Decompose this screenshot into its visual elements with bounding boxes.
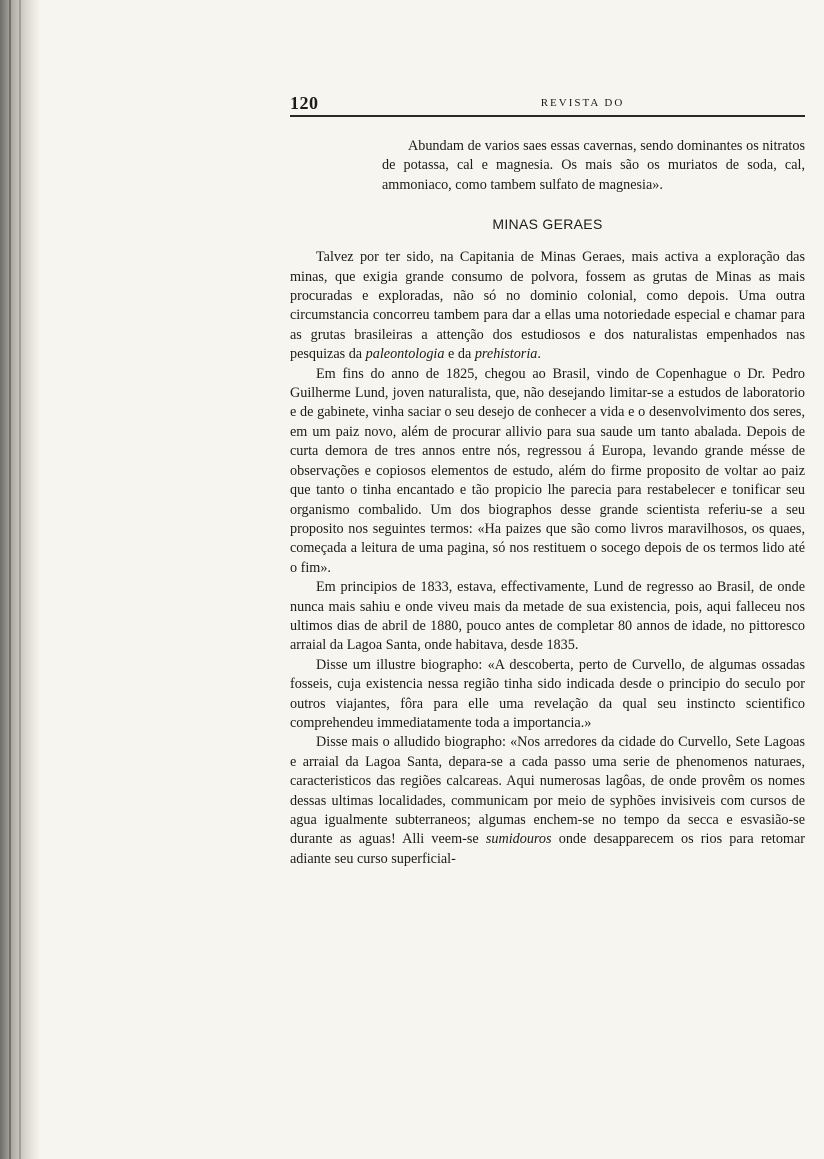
paragraph-text: .: [537, 346, 541, 363]
section-body: [290, 248, 805, 869]
italic-term: sumidouros: [485, 831, 552, 848]
edge-line: [19, 0, 21, 1159]
paragraph-text: Disse mais o alludido biographo: «Nos arredores da cidade do Curvello, Sete Lagoas e arraial da Lagoa Santa, depara-se a cada passo uma serie de phenomenos naturaes, caracteristicos das regiões calcareas. Aqui numerosas lagôas, de onde provêm os nomes dessas ultimas localidades, communicam por meio de syphões invisiveis com cursos de agua igualmente subterraneos; algumas enchem-se no tempo da secca e esvasião-se durante as aguas! Alli veem-se: [290, 734, 805, 848]
italic-term: prehistoria: [474, 346, 538, 363]
page-number: 120: [290, 93, 319, 113]
paragraph-text: e da: [444, 346, 475, 363]
paragraph-text: onde desapparecem os rios para retomar adiante seu curso superficial-: [290, 831, 805, 867]
running-head: REVISTA DO: [540, 97, 625, 109]
paragraph: [290, 733, 805, 869]
italic-term: paleontologia: [365, 346, 445, 363]
page: [290, 93, 805, 869]
paragraph: [290, 248, 805, 364]
edge-line: [9, 0, 11, 1159]
page-header: [290, 93, 805, 117]
section-title: MINAS GERAES: [492, 216, 603, 233]
intro-block: [290, 137, 805, 195]
intro-paragraph: Abundam de varios saes essas cavernas, sendo dominantes os nitratos de potassa, cal e magnesia. Os mais são os muriatos de soda, cal, ammoniaco, como tambem sulfato de magnesia».: [382, 138, 805, 193]
paragraph: Em principios de 1833, estava, effectivamente, Lund de regresso ao Brasil, de onde nunca mais sahiu e onde viveu mais da metade de sua existencia, pois, aqui falleceu nos ultimos dias de abril de 1880, pouco antes de completar 80 annos de idade, no pittoresco arraial da Lagoa Santa, onde habitava, desde 1835.: [290, 579, 805, 654]
paragraph-text: Talvez por ter sido, na Capitania de Minas Geraes, mais activa a exploração das minas, que exigia grande consumo de polvora, fossem as grutas de Minas as mais procuradas e exploradas, não só no dominio colonial, como depois. Uma outra circumstancia concorreu tambem para dar a ellas uma notoriedade especial e chamar para as grutas brasileiras a attenção dos estudiosos e dos naturalistas empenhados nas pesquizas da: [290, 249, 805, 363]
paragraph: Em fins do anno de 1825, chegou ao Brasil, vindo de Copenhague o Dr. Pedro Guilherme Lund, joven naturalista, que, não desejando limitar-se a estudos de laboratorio e de gabinete, vinha saciar o seu desejo de conhecer a vida e o desenvolvimento dos seres, em um paiz novo, além de procurar allivio para sua saude um tanto abalada. Depois de curta demora de tres annos entre nós, regressou á Europa, levando grande mésse de observações e copiosos elementos de estudo, além do firme proposito de voltar ao paiz que tanto o tinha encantado e tão propicio lhe parecia para restabelecer e tonificar seu organismo combalido. Um dos biographos desse grande scientista referiu-se a seu proposito nos seguintes termos: «Ha paizes que são como livros maravilhosos, os quaes, começada a leitura de uma pagina, só nos restituem o socego depois de os termos lido até o fim».: [290, 365, 805, 576]
paragraph: Disse um illustre biographo: «A descoberta, perto de Curvello, de algumas ossadas fosseis, cuja existencia nessa região tinha sido indicada desde o principio do seculo por outros viajantes, fôra para elle uma revelação da qual seu instincto scientifico comprehendeu immediatamente toda a importancia.»: [290, 656, 805, 731]
